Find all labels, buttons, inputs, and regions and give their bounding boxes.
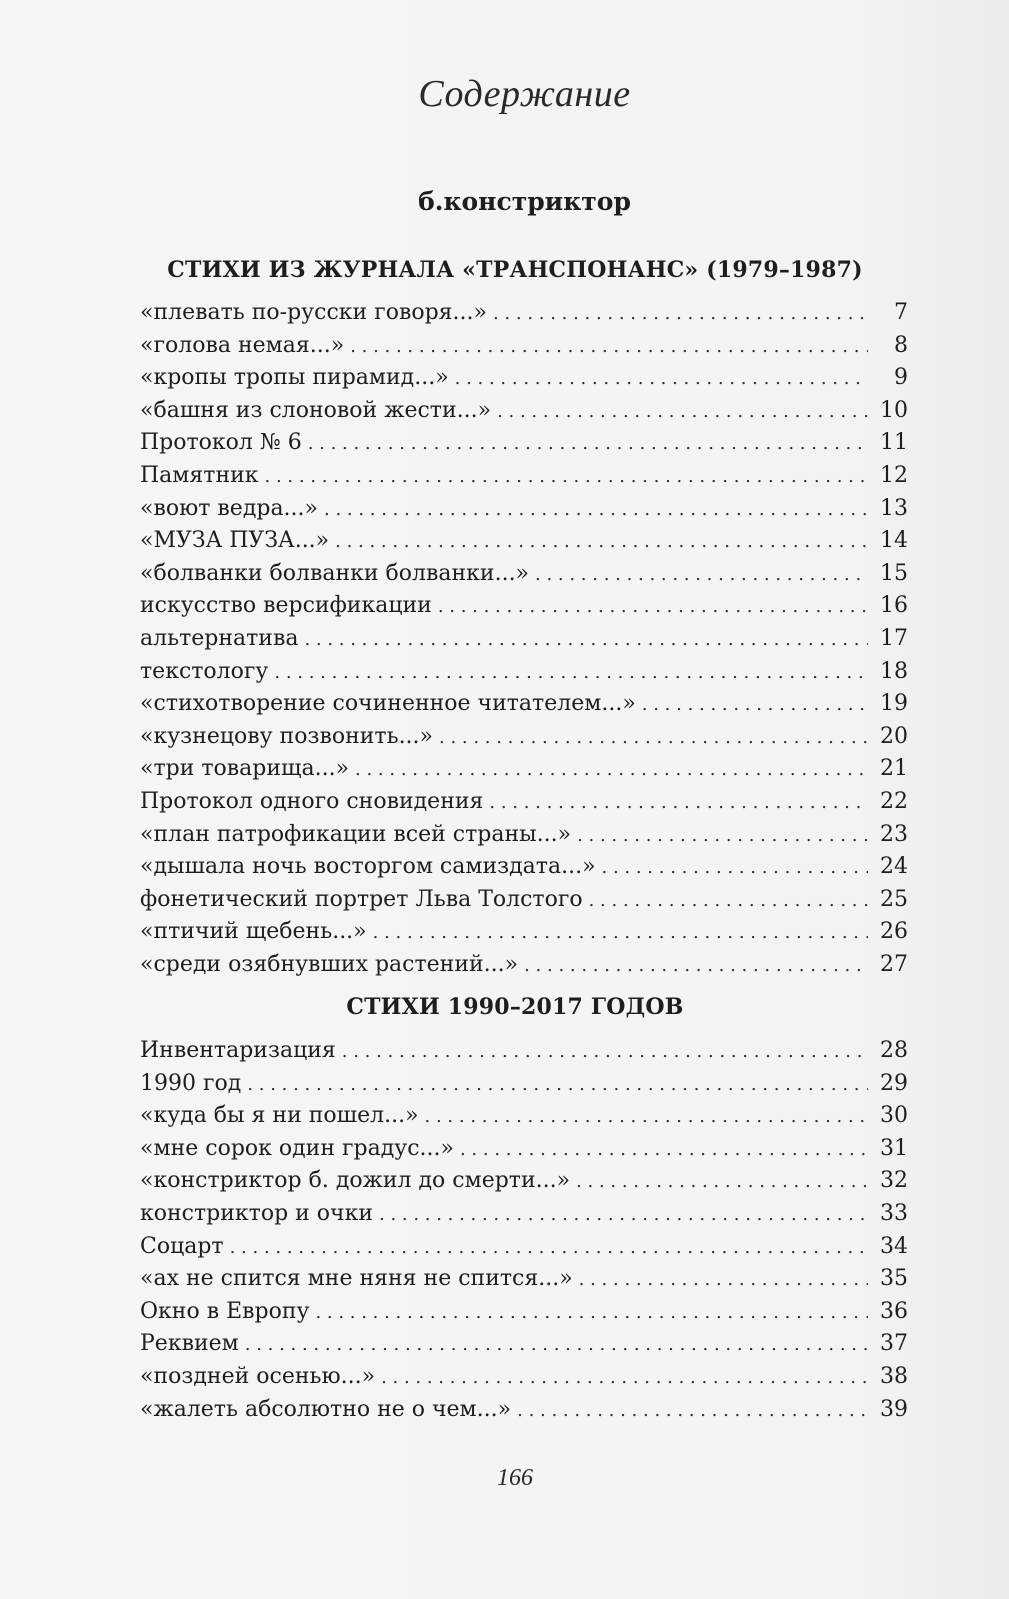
toc-entry-page: 15	[880, 560, 908, 586]
toc-entry-title: «кузнецову позвонить...»	[140, 723, 434, 749]
toc-entry-page: 32	[880, 1168, 908, 1194]
toc-dot-leader	[535, 559, 868, 592]
toc-dot-leader	[274, 657, 868, 690]
toc-entry	[140, 656, 908, 689]
toc-entry-title: «дышала ночь восторгом самиздата...»	[140, 854, 596, 880]
toc-entry	[140, 1263, 908, 1296]
toc-entry-title: «башня из слоновой жести...»	[140, 397, 492, 423]
toc-entry	[140, 297, 908, 330]
toc-entry-page: 21	[880, 756, 908, 782]
toc-entry	[140, 721, 908, 754]
toc-entry	[140, 753, 908, 786]
toc-dot-leader	[315, 1297, 868, 1330]
toc-entry	[140, 1100, 908, 1133]
toc-entry-page: 11	[880, 430, 908, 456]
toc-entry-title: «три товарища...»	[140, 756, 350, 782]
toc-entry	[140, 916, 908, 949]
toc-entry-page: 38	[880, 1363, 908, 1389]
toc-entry	[140, 1394, 908, 1427]
toc-dot-leader	[308, 428, 868, 461]
toc-entry-page: 22	[880, 788, 908, 814]
toc-entry-title: «ах не спится мне няня не спится...»	[140, 1266, 573, 1292]
toc-entry-title: Реквием	[140, 1331, 239, 1357]
toc-entry-page: 19	[880, 691, 908, 717]
toc-entry-page: 10	[880, 397, 908, 423]
section-title-transponans: СТИХИ ИЗ ЖУРНАЛА «ТРАНСПОНАНС» (1979–1987)	[167, 257, 863, 283]
toc-entry-title: «птичий щебень...»	[140, 919, 367, 945]
toc-entry-title: «мне сорок один градус...»	[140, 1135, 454, 1161]
toc-entry-title: искусство версификации	[140, 593, 432, 619]
author-name: б.констриктор	[418, 187, 631, 216]
toc-entry-title: «констриктор б. дожил до смерти...»	[140, 1168, 571, 1194]
toc-entry-title: констриктор и очки	[140, 1200, 373, 1226]
toc-entry-page: 28	[880, 1038, 908, 1063]
toc-dot-leader	[373, 917, 868, 950]
toc-dot-leader	[497, 396, 868, 429]
toc-dot-leader	[579, 1264, 868, 1297]
toc-dot-leader	[381, 1362, 868, 1395]
toc-entry-page: 31	[880, 1135, 908, 1161]
toc-entry-page: 16	[880, 593, 908, 619]
toc-entry	[140, 819, 908, 852]
toc-entry-title: «поздней осенью...»	[140, 1363, 376, 1389]
toc-entry-title: «воют ведра...»	[140, 495, 318, 521]
toc-entry-title: «стихотворение сочиненное читателем...»	[140, 691, 636, 717]
toc-entry-title: «куда бы я ни пошел...»	[140, 1103, 419, 1129]
toc-entry-title: Протокол № 6	[140, 430, 302, 456]
toc-dot-leader	[247, 1069, 868, 1102]
toc-entry-page: 12	[880, 462, 908, 488]
toc-entry	[140, 623, 908, 656]
toc-entry	[140, 558, 908, 591]
toc-dot-leader	[589, 885, 868, 918]
toc-dot-leader	[576, 1166, 868, 1199]
toc-entry	[140, 851, 908, 884]
toc-dot-leader	[602, 852, 868, 885]
toc-entry-title: «болванки болванки болванки...»	[140, 560, 530, 586]
toc-entry-title: фонетический портрет Льва Толстого	[140, 886, 583, 912]
toc-dot-leader	[342, 1036, 868, 1069]
toc-entry-page: 20	[880, 723, 908, 749]
toc-entry-page: 18	[880, 658, 908, 684]
toc-entry-title: Соцарт	[140, 1233, 224, 1259]
toc-entry-title: «голова немая...»	[140, 332, 345, 358]
toc-entry-title: 1990 год	[140, 1070, 242, 1096]
toc-entry	[140, 1035, 908, 1068]
toc-dot-leader	[324, 494, 868, 527]
toc-list-1990-2017	[140, 1035, 908, 1426]
toc-entry-page: 17	[880, 625, 908, 651]
toc-entry-page: 8	[894, 332, 908, 358]
toc-entry-page: 26	[880, 919, 908, 945]
toc-entry	[140, 1361, 908, 1394]
toc-entry-page: 30	[880, 1103, 908, 1129]
toc-list-transponans	[140, 297, 908, 981]
toc-dot-leader	[245, 1329, 868, 1362]
toc-entry-title: «кропы тропы пирамид...»	[140, 365, 449, 391]
toc-dot-leader	[460, 1134, 868, 1167]
toc-dot-leader	[425, 1101, 868, 1134]
toc-entry	[140, 949, 908, 982]
toc-entry-page: 34	[880, 1233, 908, 1259]
toc-entry-page: 7	[894, 300, 908, 325]
toc-entry	[140, 330, 908, 363]
toc-entry	[140, 590, 908, 623]
toc-entry	[140, 362, 908, 395]
toc-dot-leader	[379, 1199, 868, 1232]
toc-entry	[140, 493, 908, 526]
toc-entry-title: «жалеть абсолютно не о чем...»	[140, 1396, 512, 1422]
toc-entry	[140, 1198, 908, 1231]
toc-entry-title: альтернатива	[140, 625, 299, 651]
toc-dot-leader	[517, 1395, 868, 1428]
toc-entry	[140, 1231, 908, 1264]
toc-entry-title: Памятник	[140, 462, 259, 488]
toc-entry	[140, 786, 908, 819]
toc-dot-leader	[335, 526, 868, 559]
toc-entry-page: 35	[880, 1266, 908, 1292]
toc-entry-page: 33	[880, 1200, 908, 1226]
toc-dot-leader	[355, 754, 868, 787]
page-number: 166	[497, 1465, 533, 1491]
toc-entry-page: 23	[880, 821, 908, 847]
toc-entry	[140, 1328, 908, 1361]
toc-dot-leader	[438, 591, 868, 624]
toc-entry-page: 39	[880, 1396, 908, 1422]
page-title: Содержание	[418, 73, 631, 115]
toc-entry	[140, 1068, 908, 1101]
toc-entry	[140, 1165, 908, 1198]
toc-dot-leader	[350, 331, 868, 364]
toc-entry-page: 29	[880, 1070, 908, 1096]
toc-dot-leader	[642, 689, 868, 722]
toc-dot-leader	[455, 363, 868, 396]
toc-entry	[140, 884, 908, 917]
toc-entry	[140, 1133, 908, 1166]
toc-entry-page: 24	[880, 854, 908, 880]
toc-entry-page: 27	[880, 951, 908, 977]
toc-entry-page: 37	[880, 1331, 908, 1357]
toc-entry	[140, 460, 908, 493]
toc-dot-leader	[230, 1232, 868, 1265]
toc-entry-title: Протокол одного сновидения	[140, 788, 484, 814]
toc-entry	[140, 1296, 908, 1329]
toc-dot-leader	[577, 820, 868, 853]
toc-dot-leader	[304, 624, 868, 657]
toc-dot-leader	[489, 787, 868, 820]
toc-dot-leader	[439, 722, 868, 755]
toc-entry-page: 25	[880, 886, 908, 912]
section-title-1990-2017: СТИХИ 1990–2017 ГОДОВ	[346, 994, 684, 1020]
toc-entry-title: «среди озябнувших растений...»	[140, 951, 519, 977]
toc-entry-page: 13	[880, 495, 908, 521]
toc-entry	[140, 525, 908, 558]
toc-entry	[140, 395, 908, 428]
toc-entry-page: 14	[880, 528, 908, 554]
toc-dot-leader	[524, 950, 868, 983]
toc-entry-title: текстологу	[140, 658, 269, 684]
toc-dot-leader	[265, 461, 868, 494]
toc-entry-title: «МУЗА ПУЗА...»	[140, 528, 330, 554]
toc-entry-page: 36	[880, 1298, 908, 1324]
toc-entry-title: Инвентаризация	[140, 1038, 336, 1063]
toc-entry	[140, 427, 908, 460]
toc-entry	[140, 688, 908, 721]
toc-dot-leader	[493, 298, 868, 331]
toc-entry-title: «плевать по-русски говоря...»	[140, 300, 487, 325]
toc-entry-title: Окно в Европу	[140, 1298, 310, 1324]
toc-entry-page: 9	[894, 365, 908, 391]
toc-entry-title: «план патрофикации всей страны...»	[140, 821, 572, 847]
